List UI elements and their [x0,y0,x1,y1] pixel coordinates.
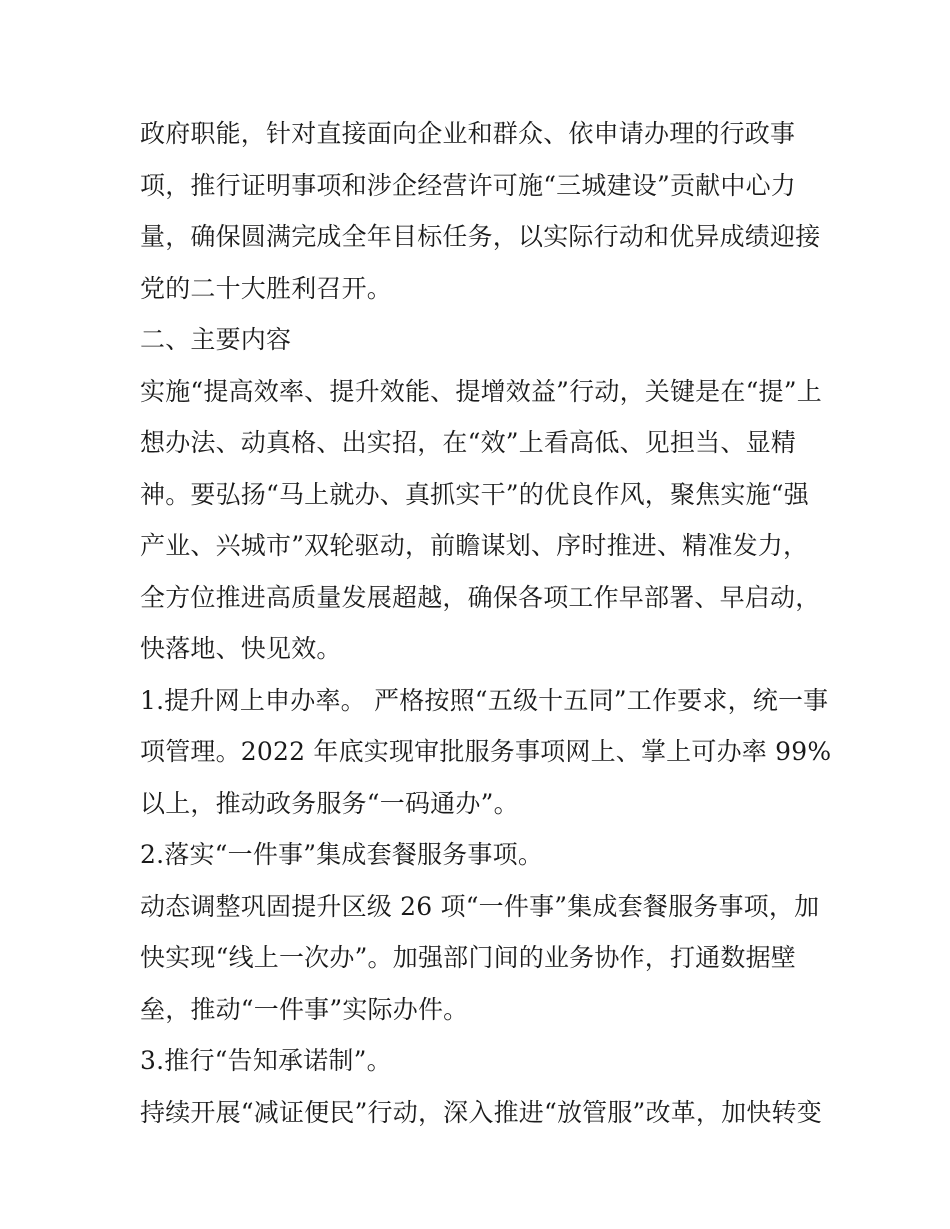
text-line: 项，推行证明事项和涉企经营许可施“三城建设”贡献中心力 [140,170,796,200]
numbered-item-heading: 1.提升网上申办率。 严格按照“五级十五同”工作要求，统一事 [140,685,829,715]
text-line: 动态调整巩固提升区级 26 项“一件事”集成套餐服务事项，加 [140,891,820,921]
document-body [140,108,832,1138]
text-line: 量，确保圆满完成全年目标任务，以实际行动和优异成绩迎接 [140,222,821,251]
numbered-item-heading: 2.落实“一件事”集成套餐服务事项。 [140,840,544,869]
section-heading: 二、主要内容 [140,325,292,354]
text-line: 项管理。2022 年底实现审批服务事项网上、掌上可办率 99% [140,737,832,766]
text-line: 垒，推动“一件事”实际办件。 [140,994,469,1024]
text-line: 快实现“线上一次办”。加强部门间的业务协作，打通数据壁 [140,943,796,972]
text-line: 产业、兴城市”双轮驱动，前瞻谋划、序时推进、精准发力， [140,531,809,560]
numbered-item-heading: 3.推行“告知承诺制”。 [140,1046,392,1075]
text-line: 实施“提高效率、提升效能、提增效益”行动，关键是在“提”上 [140,376,822,406]
text-line: 全方位推进高质量发展超越，确保各项工作早部署、早启动， [140,582,821,612]
text-line: 持续开展“减证便民”行动，深入推进“放管服”改革，加快转变 [140,1097,822,1127]
text-line: 党的二十大胜利召开。 [140,273,393,303]
text-line: 政府职能，针对直接面向企业和群众、依申请办理的行政事 [140,119,796,148]
text-line: 以上，推动政务服务“一码通办”。 [140,788,519,818]
text-line: 快落地、快见效。 [140,634,342,663]
text-line: 神。要弘扬“马上就办、真抓实干”的优良作风，聚焦实施“强 [140,479,809,509]
text-line: 想办法、动真格、出实招，在“效”上看高低、见担当、显精 [140,428,796,457]
